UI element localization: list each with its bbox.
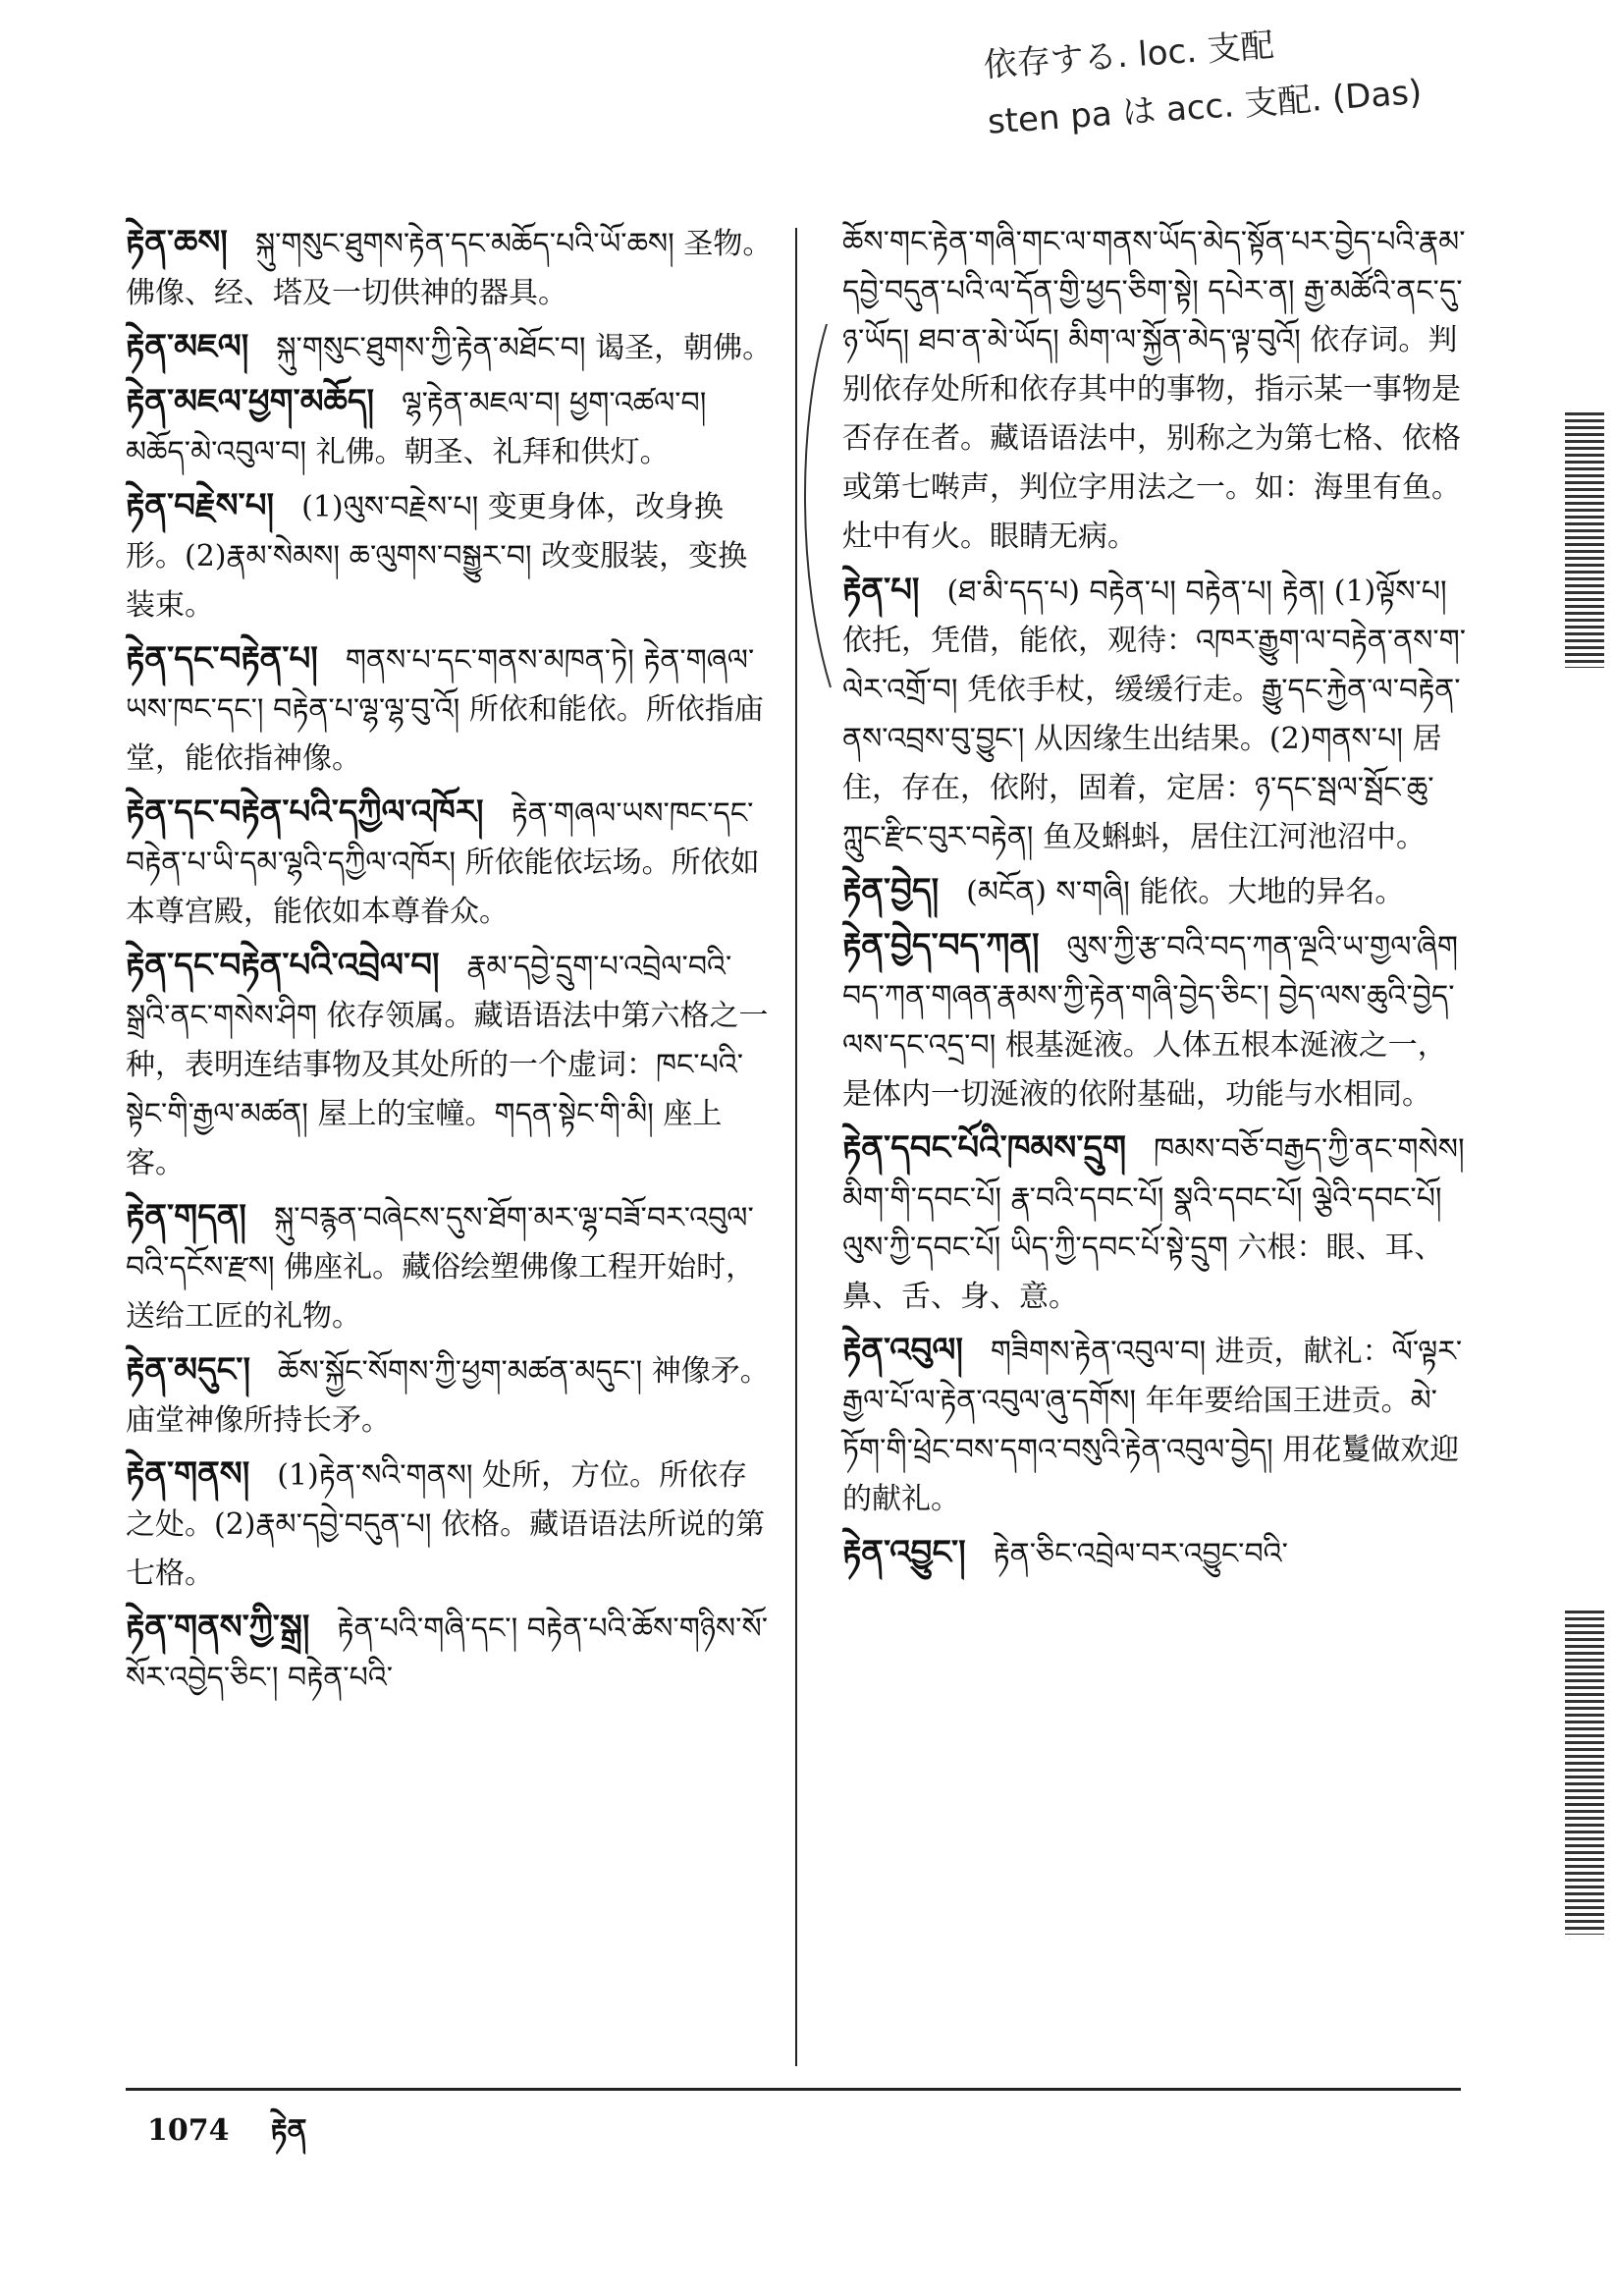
entry-text: (1)ལུས་བརྗེས་པ། 变更身体，改身换形。(2)རྣམ་སེམས། ཆ་ལུགས་བསྒྱུར་བ། 改变服装，变换装束。 — [126, 490, 748, 623]
dictionary-entry — [126, 634, 774, 784]
entry-text: (ཐ་མི་དད་པ) བརྟེན་པ། བརྟེན་པ། རྟེན། (1)ལྟོས་པ། 依托，凭借，能依，观待：འཁར་རྒྱུག་ལ་བརྟེན་ནས་ག་ལེར་འགྲོ་བ། 凭依手杖，缓缓行走。རྒྱུ་དང་རྐྱེན་ལ་བརྟེན་ནས་འབྲས་བུ་བྱུང་། 从因缘生出结果。(2)གནས་པ། 居住，存在，依附，固着，定居：ཉ་དང་སྦལ་སྦོང་ཆུ་ཀླུང་རྫིང་བུར་བརྟེན། 鱼及蝌蚪，居住江河池沼中。 — [842, 574, 1467, 854]
dictionary-entry — [126, 1449, 774, 1599]
entry-headword: རྟེན་གནས། — [126, 1454, 250, 1494]
entry-text: རྟེན་ཅིང་འབྲེལ་བར་འབྱུང་བའི་ — [993, 1537, 1288, 1571]
entry-headword: རྟེན་མདུང་། — [126, 1350, 250, 1390]
dictionary-entry — [842, 566, 1471, 862]
entry-headword: རྟེན་མཇལ་ཕྱག་མཆོད། — [126, 382, 375, 421]
dictionary-entry — [126, 322, 774, 373]
dictionary-entry — [842, 921, 1471, 1120]
scan-edge-mark — [1565, 1611, 1604, 1935]
dictionary-entry — [126, 218, 774, 318]
handwritten-note — [982, 0, 1538, 151]
entry-headword: རྟེན་བྱེད། — [842, 871, 940, 910]
entry-headword: རྟེན་དང་བརྟེན་པ། — [126, 639, 318, 679]
entry-headword: རྟེན་གདན། — [126, 1197, 246, 1236]
entry-headword: རྟེན་ཆས། — [126, 223, 228, 262]
entry-text: སྐུ་གསུང་ཐུགས་ཀྱི་རྟེན་མཐོང་བ། 谒圣，朝佛。 — [276, 331, 773, 365]
entry-text: རྟེན་གཞལ་ཡས་ཁང་དང་བརྟེན་པ་ཡི་དམ་ལྷའི་དཀྱིལ་འཁོར། 所依能依坛场。所依如本尊宫殿，能依如本尊眷众。 — [126, 796, 760, 929]
footer-rule — [126, 2088, 1461, 2091]
dictionary-entry — [126, 1345, 774, 1446]
dictionary-entry — [126, 788, 774, 937]
handwritten-note-line-1: 依存する. loc. 支配 — [982, 26, 1275, 85]
entry-headword: རྟེན་གནས་ཀྱི་སྒྲ། — [126, 1608, 310, 1647]
entry-headword: རྟེན་བརྗེས་པ། — [126, 486, 275, 525]
entry-text: (མངོན) ས་གཞི། 能依。大地的异名。 — [966, 875, 1405, 909]
entry-headword: རྟེན་འབྱུང་། — [842, 1533, 966, 1572]
dictionary-entry — [842, 1326, 1471, 1524]
running-head: རྟེན — [270, 2113, 307, 2148]
right-column — [842, 218, 1471, 1583]
dictionary-entry — [126, 1192, 774, 1341]
entry-text: གནས་པ་དང་གནས་མཁན་ཏེ། རྟེན་གཞལ་ཡས་ཁང་དང་། བརྟེན་པ་ལྷ་ལྷ་བུ་འོ། 所依和能依。所依指庙堂，能依指神像。 — [126, 643, 764, 776]
entry-text: ལྷ་རྟེན་མཇལ་བ། ཕྱག་འཚལ་བ། མཆོད་མེ་འབུལ་བ། 礼佛。朝圣、礼拜和供灯。 — [126, 386, 707, 469]
entry-text: ཆོས་སྐྱོང་སོགས་ཀྱི་ཕྱག་མཚན་མདུང་། 神像矛。庙堂神像所持长矛。 — [126, 1354, 770, 1438]
dictionary-entry — [126, 481, 774, 630]
entry-headword: རྟེན་པ། — [842, 571, 920, 610]
scan-edge-mark — [1565, 412, 1604, 668]
dictionary-entry — [842, 1123, 1471, 1322]
entry-headword: རྟེན་མཇལ། — [126, 327, 249, 366]
entry-text: གཟིགས་རྟེན་འབུལ་བ། 进贡，献礼：ལོ་ལྟར་རྒྱལ་པོ་ལ་རྟེན་འབུལ་ཞུ་དགོས། 年年要给国王进贡。མེ་ཏོག་གི་ཕྲེང་བས་དགའ་བསུའི་རྟེན་འབུལ་བྱེད། 用花鬘做欢迎的献礼。 — [842, 1335, 1463, 1516]
entry-headword: རྟེན་དབང་པོའི་ཁམས་དྲུག — [842, 1128, 1127, 1168]
page-footer — [147, 2111, 349, 2151]
dictionary-entry — [842, 866, 1471, 917]
entry-text: ལུས་ཀྱི་རྩ་བའི་བད་ཀན་ལྔའི་ཡ་གྱལ་ཞིག བད་ཀན་གཞན་རྣམས་ཀྱི་རྟེན་གཞི་བྱེད་ཅིང་། བྱེད་ལས་ཆུའི་བྱེད་ལས་དང་འདྲ་བ། 根基涎液。人体五根本涎液之一，是体内一切涎液的依附基础，功能与水相同。 — [842, 930, 1459, 1112]
entry-text: ཁམས་བཅོ་བརྒྱད་ཀྱི་ནང་གསེས། མིག་གི་དབང་པོ། རྣ་བའི་དབང་པོ། སྣའི་དབང་པོ། ལྕེའི་དབང་པོ། ལུས་ཀྱི་དབང་པོ། ཡིད་ཀྱི་དབང་པོ་སྟེ་དྲུག 六根：眼、耳、鼻、舌、身、意。 — [842, 1132, 1465, 1314]
dictionary-entry — [126, 1603, 774, 1703]
left-column — [126, 218, 774, 1707]
entry-text: རྣམ་དབྱེ་དྲུག་པ་འབྲེལ་བའི་སྒྲའི་ནང་གསེས་ཤིག 依存领属。藏语语法中第六格之一种，表明连结事物及其处所的一个虚词：ཁང་པའི་སྟེང་གི་རྒྱལ་མཚན། 屋上的宝幢。གདན་སྟེང་གི་མི། 座上客。 — [126, 950, 769, 1180]
entry-text: སྐུ་བརྙན་བཞེངས་དུས་ཐོག་མར་ལྷ་བཟོ་བར་འབུལ་བའི་དངོས་རྫས། 佛座礼。藏俗绘塑佛像工程开始时，送给工匠的礼物。 — [126, 1201, 756, 1334]
dictionary-entry — [126, 941, 774, 1188]
margin-bracket-mark — [797, 324, 836, 697]
entry-text: སྐུ་གསུང་ཐུགས་རྟེན་དང་མཆོད་པའི་ཡོ་ཆས། 圣物。佛像、经、塔及一切供神的器具。 — [126, 227, 773, 310]
entry-text: རྟེན་པའི་གཞི་དང་། བརྟེན་པའི་ཆོས་གཉིས་སོ་སོར་འབྱེད་ཅིང་། བརྟེན་པའི་ — [126, 1612, 768, 1695]
dictionary-entry — [126, 377, 774, 477]
dictionary-entry — [842, 1528, 1471, 1579]
entry-headword: རྟེན་བྱེད་བད་ཀན། — [842, 926, 1040, 965]
entry-headword: རྟེན་དང་བརྟེན་པའི་དཀྱིལ་འཁོར། — [126, 793, 484, 832]
dictionary-entry-continued — [842, 218, 1471, 562]
entry-headword: རྟེན་དང་བརྟེན་པའི་འབྲེལ་བ། — [126, 946, 440, 985]
entry-text: (1)རྟེན་སའི་གནས། 处所，方位。所依存之处。(2)རྣམ་དབྱེ་བདུན་པ། 依格。藏语语法所说的第七格。 — [126, 1458, 766, 1591]
page-number: 1074 — [147, 2113, 230, 2148]
entry-text: ཆོས་གང་རྟེན་གཞི་གང་ལ་གནས་ཡོད་མེད་སྟོན་པར་བྱེད་པའི་རྣམ་དབྱེ་བདུན་པའི་ལ་དོན་གྱི་ཕྱད་ཅིག་སྟེ། དཔེར་ན། རྒྱ་མཚོའི་ནང་དུ་ཉ་ཡོད། ཐབ་ན་མེ་ཡོད། མིག་ལ་སྐྱོན་མེད་ལྟ་བུའོ། 依存词。判别依存处所和依存其中的事物，指示某一事物是否存在者。藏语语法中，别称之为第七格、依格或第七啭声，判位字用法之一。如：海里有鱼。灶中有火。眼睛无病。 — [842, 225, 1466, 554]
handwritten-note-line-2: sten pa は acc. 支配. (Das) — [986, 72, 1424, 142]
entry-headword: རྟེན་འབུལ། — [842, 1331, 963, 1370]
